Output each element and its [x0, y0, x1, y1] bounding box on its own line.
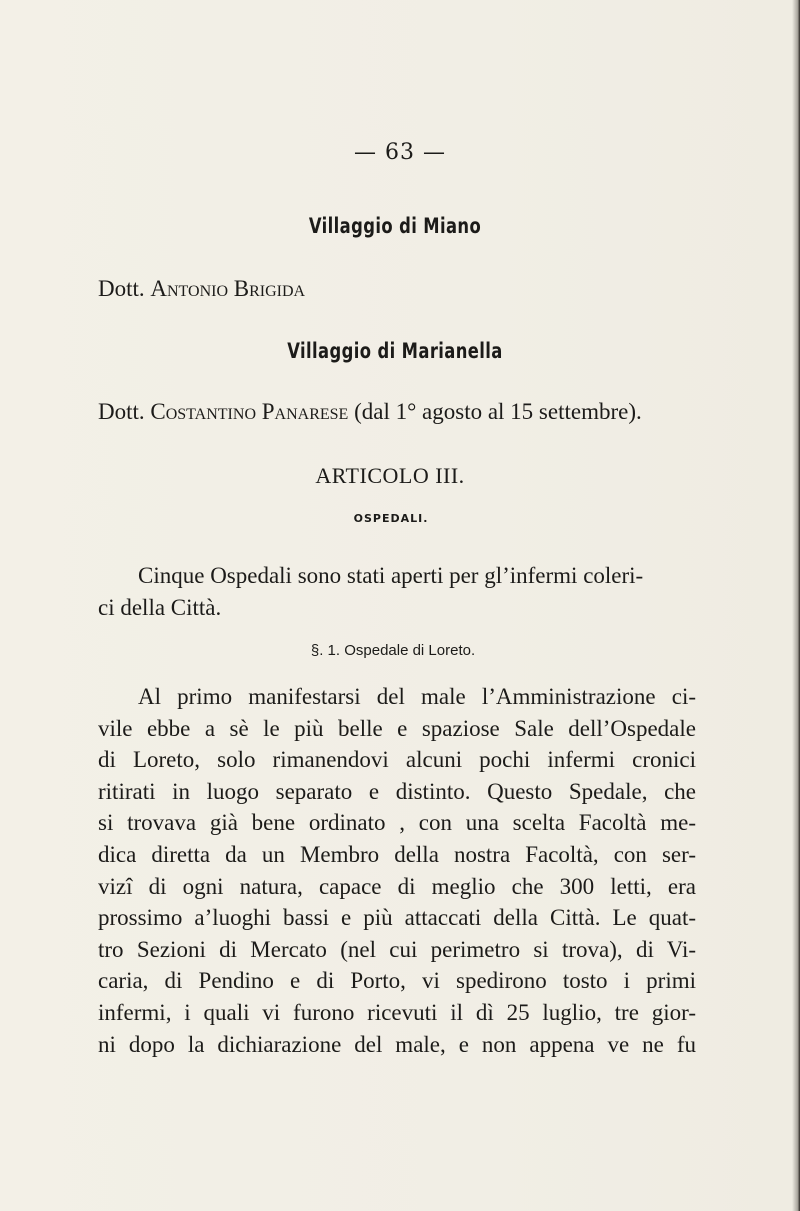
article-title: ARTICOLO III. — [315, 463, 465, 488]
body-line: vizî di ogni natura, capace di meglio che 300 letti, era — [98, 873, 696, 899]
body-line: ni dopo la dichiarazione del male, e non appena ve ne fu — [98, 1031, 696, 1057]
body-line: caria, di Pendino e di Porto, vi spedirono tosto i primi — [98, 968, 696, 994]
article-subtitle: OSPEDALI. — [353, 512, 429, 525]
page-number: — 63 — — [354, 140, 446, 165]
body-line: Al primo manifestarsi del male l’Amministrazione ci- — [138, 684, 696, 709]
intro-line: Cinque Ospedali sono stati aperti per gl’infermi coleri- — [138, 563, 644, 588]
section-heading: §. 1. Ospedale di Loreto. — [310, 642, 476, 659]
doctor-prefix: Dott. — [98, 399, 145, 424]
body-line: prossimo a’luoghi bassi e più attaccati della Città. Le quat- — [98, 905, 696, 931]
doctor-entry-miano — [98, 276, 305, 302]
body-line: di Loreto, solo rimanendovi alcuni pochi infermi cronici — [98, 747, 696, 773]
village-title-marianella: Villaggio di Marianella — [287, 339, 503, 363]
page-edge-shadow — [792, 0, 800, 1211]
intro-paragraph — [98, 560, 698, 624]
body-line: ritirati in luogo separato e distinto. Questo Spedale, che — [98, 778, 696, 804]
village-title-miano: Villaggio di Miano — [308, 214, 482, 238]
body-line: tro Sezioni di Mercato (nel cui perimetro si trova), di Vi- — [98, 936, 696, 962]
body-line: dica diretta da un Membro della nostra Facoltà, con ser- — [98, 841, 696, 867]
doctor-service-dates: (dal 1° agosto al 15 settembre). — [348, 399, 642, 424]
body-line: vile ebbe a sè le più belle e spaziose Sale dell’Ospedale — [98, 715, 696, 741]
doctor-name: Costantino Panarese — [150, 399, 349, 424]
doctor-entry-marianella — [98, 399, 642, 425]
body-line: infermi, i quali vi furono ricevuti il dì 25 luglio, tre gior- — [98, 999, 696, 1025]
doctor-prefix: Dott. — [98, 276, 145, 301]
body-line: si trovava già bene ordinato , con una scelta Facoltà me- — [98, 810, 696, 836]
doctor-name: Antonio Brigida — [150, 276, 306, 301]
body-paragraph — [98, 681, 696, 1060]
intro-line: ci della Città. — [98, 595, 222, 620]
